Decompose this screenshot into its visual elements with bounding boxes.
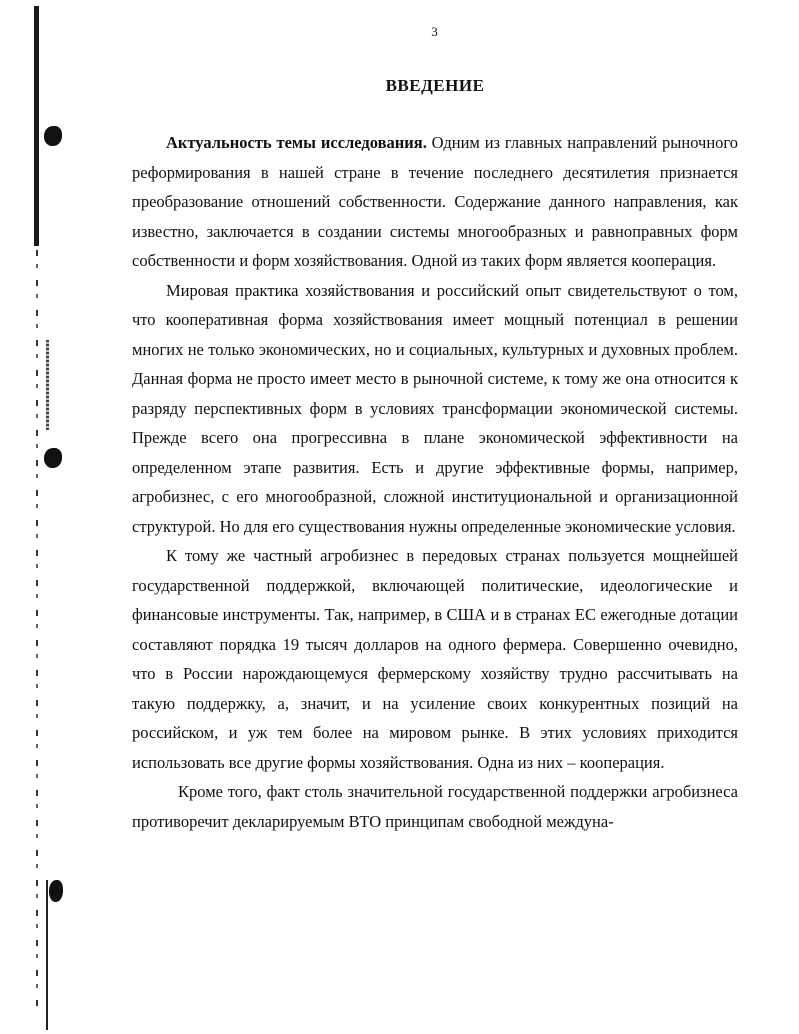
paragraph [132, 777, 738, 836]
paragraph [132, 276, 738, 542]
binding-hole-mark [44, 126, 62, 146]
paragraph-text: Одним из главных направлений рыночного реформирования в нашей стране в течение последнего десятилетия признается преобразование отношений собственности. Содержание данного направления, как известно, заключается в создании системы многообразных и равноправных форм собственности и форм хозяйствования. Одной из таких форм является кооперация. [132, 133, 739, 270]
binding-hole-mark [44, 448, 62, 468]
paragraph [132, 541, 738, 777]
paragraph-text: К тому же частный агробизнес в передовых странах пользуется мощнейшей государственной поддержкой, включающей политические, идеологические и финансовые инструменты. Так, например, в США и в странах ЕС ежегодные дотации составляют порядка 19 тысяч долларов на одного фермера. Совершенно очевидно, что в России нарождающемуся фермерскому хозяйству трудно рассчитывать на такую поддержку, а, значит, и на усиление своих конкурентных позиций на российском, и уж тем более на мировом рынке. В этих условиях приходится использовать все другие формы хозяйствования. Одна из них – кооперация. [132, 546, 738, 772]
paragraph-lead: Актуальность темы исследования. [166, 133, 427, 152]
paragraph-text: Мировая практика хозяйствования и российский опыт свидетельствуют о том, что кооперативная форма хозяйствования имеет мощный потенциал в решении многих не только экономических, но и социальных, культурных и духовных проблем. Данная форма не просто имеет место в рыночной системе, к тому же она относится к разряду перспективных форм в условиях трансформации экономической системы. Прежде всего она прогрессивна в плане экономической эффективности на определенном этапе развития. Есть и другие эффективные формы, например, агробизнес, с его многообразной, сложной институциональной и организационной структурой. Но для его существования нужны определенные экономические условия. [132, 280, 738, 536]
paragraph [132, 128, 738, 276]
scan-margin-artifact [34, 6, 39, 246]
page-title: ВВЕДЕНИЕ [385, 76, 485, 95]
scan-margin-artifact [46, 340, 49, 430]
scan-margin-artifact [46, 880, 48, 1030]
page-number: 3 [431, 24, 438, 39]
document-body [132, 128, 738, 836]
binding-hole-mark [49, 880, 63, 902]
paragraph-text: Кроме того, факт столь значительной государственной поддержки агробизнеса противоречит декларируемым ВТО принципам свободной междуна- [132, 782, 738, 831]
scan-margin-artifact [36, 250, 38, 1010]
